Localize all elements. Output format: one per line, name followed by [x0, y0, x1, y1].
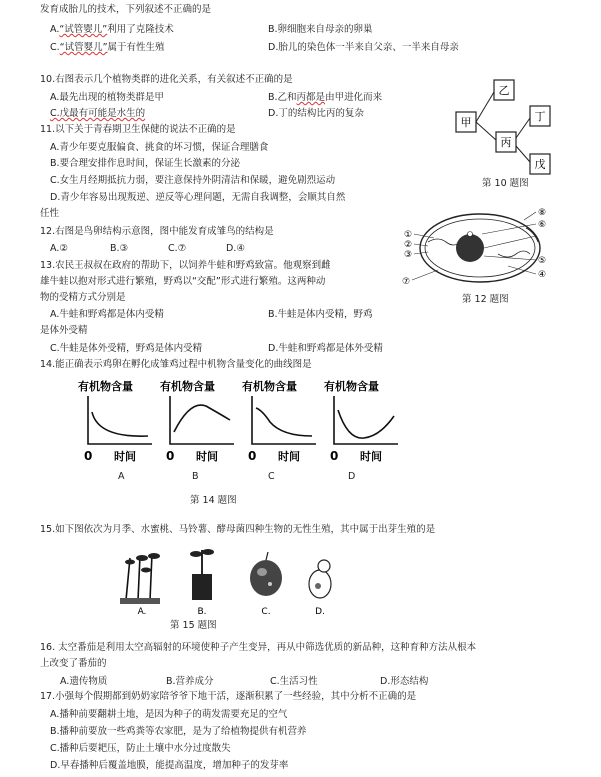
q9-stem — [40, 4, 211, 15]
graph-curve — [174, 405, 230, 432]
q11-option-c: C.女生月经期抵抗力弱，要注意保持外阴清洁和保暖，避免剧烈运动 — [50, 175, 336, 186]
q9-c-quote: “试管婴儿” — [59, 42, 108, 53]
graph-curve — [92, 412, 148, 436]
q9-c-rest: 属于有性生殖 — [107, 42, 165, 53]
graph-a — [78, 379, 152, 463]
q16-option-a: A.遗传物质 — [60, 676, 108, 687]
q14-curve-graphs — [70, 376, 415, 466]
q9-option-b: B.卵细胞来自母亲的卵巢 — [268, 24, 373, 35]
graph-curve — [256, 408, 312, 436]
q10-stem: 10.右图表示几个植物类群的进化关系，有关叙述不正确的是 — [40, 74, 293, 85]
q10-b-pre: B.乙和 — [268, 92, 297, 103]
q10-evolution-diagram — [450, 78, 560, 176]
q10-option-b — [268, 92, 382, 103]
q15-caption: 第 15 题图 — [170, 620, 217, 631]
q11-option-d-cont: 任性 — [40, 208, 60, 219]
graph-b — [160, 379, 234, 463]
egg-label-2: ② — [404, 240, 413, 250]
q9-c-prefix: C. — [50, 42, 60, 53]
graph-origin: 0 — [330, 449, 339, 463]
q9-a-quote: “试管婴儿” — [59, 24, 108, 35]
graph-ylabel: 有机物含量 — [160, 380, 215, 393]
graph-xlabel: 时间 — [360, 450, 382, 463]
graph-axes — [252, 396, 316, 444]
egg-yolk — [456, 234, 484, 262]
q12-caption: 第 12 题图 — [462, 294, 509, 305]
egg-label-7: ⑦ — [402, 277, 411, 287]
q14-option-b: B — [192, 471, 199, 482]
q16-option-d: D.形态结构 — [380, 676, 429, 687]
graph-axes — [334, 396, 398, 444]
grafting-icon — [190, 549, 214, 600]
q9-option-d: D.胎儿的染色体一半来自父亲、一半来自母亲 — [268, 42, 459, 53]
q17-option-c: C.播种后要耙压，防止土壤中水分过度散失 — [50, 743, 231, 754]
q12-option-d: D.④ — [226, 243, 245, 254]
q13-line1: 13.农民王叔叔在政府的帮助下，以饲养牛蛙和野鸡致富。他观察到雌 — [40, 260, 331, 271]
q16-line2: 上改变了番茄的 — [40, 658, 107, 669]
q13-option-d: D.牛蛙和野鸡都是体外受精 — [268, 343, 383, 354]
q12-option-a: A.② — [50, 243, 68, 254]
q14-option-c: C — [268, 471, 275, 482]
q10-caption: 第 10 题图 — [482, 178, 529, 189]
q17-option-d: D.早春播种后覆盖地膜，能提高温度，增加种子的发芽率 — [50, 760, 289, 771]
potato-icon — [250, 552, 282, 596]
graph-xlabel: 时间 — [114, 450, 136, 463]
germinal-disc — [468, 232, 473, 237]
q14-caption: 第 14 题图 — [190, 495, 237, 506]
label-yi: 乙 — [498, 84, 510, 97]
label-jia: 甲 — [460, 116, 472, 129]
q16-line1: 16. 太空番茄是利用太空高辐射的环境使种子产生变异，再从中筛选优质的新品种，这种育种方法从根本 — [40, 642, 477, 653]
q17-option-a: A.播种前要翻耕土地，是因为种子的萌发需要充足的空气 — [50, 709, 288, 720]
q15-stem: 15.如下图依次为月季、水蜜桃、马铃薯、酵母菌四种生物的无性生殖，其中属于出芽生殖的是 — [40, 524, 436, 535]
q9-a-rest: 利用了克隆技术 — [107, 24, 174, 35]
q13-line2 — [40, 276, 325, 287]
q14-stem: 14.能正确表示鸡卵在孵化成雏鸡过程中机物含量变化的曲线图是 — [40, 359, 312, 370]
q10-option-d: D.丁的结构比丙的复杂 — [268, 108, 364, 119]
graph-axes — [170, 396, 234, 444]
q12-option-b: B.③ — [110, 243, 129, 254]
q16-option-b: B.营养成分 — [166, 676, 214, 687]
graph-origin: 0 — [166, 449, 175, 463]
egg-label-3: ③ — [404, 250, 413, 260]
q10-option-c — [50, 108, 145, 119]
q9-a-prefix: A. — [50, 24, 60, 35]
q14-option-a: A — [118, 471, 125, 482]
graph-ylabel: 有机物含量 — [78, 380, 133, 393]
q10-b-post: 由甲进化而来 — [325, 92, 383, 103]
graph-c — [242, 379, 316, 463]
label-wu: 戊 — [534, 158, 546, 171]
egg-label-5: ⑤ — [538, 256, 547, 266]
q14-option-d: D — [348, 471, 356, 482]
egg-label-1: ① — [404, 230, 413, 240]
q11-stem: 11.以下关于青春期卫生保健的说法不正确的是 — [40, 124, 236, 135]
q11-option-a: A.青少年要克服偏食、挑食的坏习惯，保证合理膳食 — [50, 142, 269, 153]
graph-origin: 0 — [84, 449, 93, 463]
q13-option-a: A.牛蛙和野鸡都是体内受精 — [50, 309, 164, 320]
q13-line2-text: 雄牛蛙以抱对形式进行繁殖，野鸡以“交配”形式进行繁殖。这两种动 — [40, 276, 326, 287]
q16-option-c: C.生活习性 — [270, 676, 318, 687]
q10-b-mid: 丙都是 — [296, 92, 326, 103]
label-a: A. — [137, 607, 147, 617]
graph-curve — [338, 410, 394, 438]
egg-label-8: ⑧ — [538, 208, 547, 218]
graph-ylabel: 有机物含量 — [324, 380, 379, 393]
q11-option-b: B.要合理安排作息时间，保证生长激素的分泌 — [50, 158, 241, 169]
q13-option-b-cont: 是体外受精 — [40, 325, 88, 336]
q11-option-d: D.青少年容易出现叛逆、逆反等心理问题，无需自我调整，会顺其自然 — [50, 192, 346, 203]
q13-option-b: B.牛蛙是体内受精，野鸡 — [268, 309, 373, 320]
label-bing: 丙 — [500, 136, 512, 149]
q9-stem-text: 发育成胎儿的技术，下列叙述不正确的是 — [40, 4, 212, 15]
q10-option-a: A.最先出现的植物类群是甲 — [50, 92, 164, 103]
egg-label-6: ⑥ — [538, 220, 547, 230]
graph-xlabel: 时间 — [196, 450, 218, 463]
q17-stem: 17.小强每个假期都到奶奶家陪爷爷下地干活，逐渐积累了一些经验，其中分析不正确的是 — [40, 691, 417, 702]
label-ding: 丁 — [534, 110, 546, 123]
q9-option-a — [50, 24, 174, 35]
label-c: C. — [261, 607, 271, 617]
label-d: D. — [315, 607, 325, 617]
graph-origin: 0 — [248, 449, 257, 463]
q13-line3: 物的受精方式分别是 — [40, 292, 126, 303]
q13-option-c: C.牛蛙是体外受精，野鸡是体内受精 — [50, 343, 203, 354]
q12-stem: 12.右图是鸟卵结构示意图，图中能发育成雏鸟的结构是 — [40, 226, 274, 237]
q12-egg-diagram — [398, 204, 560, 294]
graph-xlabel: 时间 — [278, 450, 300, 463]
graph-d — [324, 379, 398, 463]
label-b: B. — [197, 607, 207, 617]
q17-option-b: B.播种前要放一些鸡粪等农家肥，是为了给植物提供有机营养 — [50, 726, 307, 737]
q10-c-text: C.戊最有可能是水生的 — [50, 108, 146, 119]
graph-ylabel: 有机物含量 — [242, 380, 297, 393]
q12-option-c: C.⑦ — [168, 243, 187, 254]
q15-reproduction-images — [118, 540, 340, 618]
yeast-icon — [309, 560, 331, 598]
cutting-icon — [120, 553, 160, 604]
egg-label-4: ④ — [538, 270, 547, 280]
q9-option-c — [50, 42, 165, 53]
